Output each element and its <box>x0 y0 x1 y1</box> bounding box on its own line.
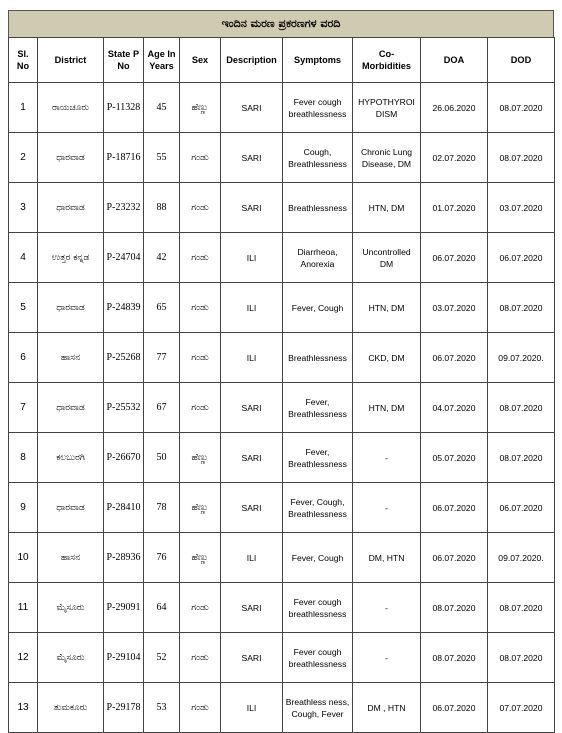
cell-dod: 08.07.2020 <box>488 133 555 183</box>
cell-doa: 06.07.2020 <box>421 533 488 583</box>
cell-district: ಧಾರವಾಡ <box>38 183 104 233</box>
cell-doa: 06.07.2020 <box>421 233 488 283</box>
cell-comorb: Uncontrolled DM <box>353 233 421 283</box>
cell-doa: 01.07.2020 <box>421 183 488 233</box>
cell-pno: P-28410 <box>104 483 144 533</box>
cell-doa: 03.07.2020 <box>421 283 488 333</box>
cell-desc: ILI <box>221 333 283 383</box>
cell-sl: 5 <box>9 283 38 333</box>
header-sl-no: Sl. No <box>9 38 38 83</box>
cell-district: ರಾಯಚೂರು <box>38 83 104 133</box>
cell-pno: P-11328 <box>104 83 144 133</box>
table-row <box>9 683 555 733</box>
death-cases-table <box>8 37 555 733</box>
cell-doa: 08.07.2020 <box>421 633 488 683</box>
cell-sex: ಗಂಡು <box>180 633 221 683</box>
cell-sl: 7 <box>9 383 38 433</box>
cell-sex: ಹೆಣ್ಣು <box>180 483 221 533</box>
cell-sl: 12 <box>9 633 38 683</box>
cell-comorb: DM, HTN <box>353 533 421 583</box>
cell-symptoms: Diarrheoa, Anorexia <box>283 233 353 283</box>
cell-sex: ಗಂಡು <box>180 183 221 233</box>
cell-sex: ಗಂಡು <box>180 133 221 183</box>
cell-desc: SARI <box>221 433 283 483</box>
cell-symptoms: Fever, Cough, Breathlessness <box>283 483 353 533</box>
cell-district: ಉತ್ತರ ಕನ್ನಡ <box>38 233 104 283</box>
cell-desc: SARI <box>221 383 283 433</box>
cell-pno: P-26670 <box>104 433 144 483</box>
cell-desc: ILI <box>221 233 283 283</box>
table-row <box>9 333 555 383</box>
report-sheet <box>8 10 554 733</box>
cell-sl: 2 <box>9 133 38 183</box>
table-row <box>9 83 555 133</box>
cell-symptoms: Fever cough breathlessness <box>283 83 353 133</box>
cell-sex: ಗಂಡು <box>180 583 221 633</box>
table-row <box>9 483 555 533</box>
cell-district: ಮೈಸೂರು <box>38 633 104 683</box>
cell-doa: 08.07.2020 <box>421 583 488 633</box>
cell-comorb: DM , HTN <box>353 683 421 733</box>
cell-desc: ILI <box>221 533 283 583</box>
cell-sex: ಗಂಡು <box>180 283 221 333</box>
cell-comorb: HTN, DM <box>353 183 421 233</box>
cell-desc: ILI <box>221 683 283 733</box>
cell-district: ಕಲಬುರಗಿ <box>38 433 104 483</box>
cell-pno: P-29091 <box>104 583 144 633</box>
cell-age: 77 <box>144 333 180 383</box>
cell-age: 76 <box>144 533 180 583</box>
cell-comorb: HTN, DM <box>353 283 421 333</box>
cell-dod: 06.07.2020 <box>488 483 555 533</box>
cell-sex: ಹೆಣ್ಣು <box>180 83 221 133</box>
cell-pno: P-28936 <box>104 533 144 583</box>
cell-desc: SARI <box>221 183 283 233</box>
cell-doa: 05.07.2020 <box>421 433 488 483</box>
cell-comorb: - <box>353 483 421 533</box>
cell-dod: 08.07.2020 <box>488 633 555 683</box>
table-row <box>9 633 555 683</box>
cell-age: 64 <box>144 583 180 633</box>
cell-sl: 6 <box>9 333 38 383</box>
cell-sl: 4 <box>9 233 38 283</box>
cell-desc: SARI <box>221 133 283 183</box>
cell-comorb: - <box>353 633 421 683</box>
cell-sl: 8 <box>9 433 38 483</box>
cell-sex: ಗಂಡು <box>180 233 221 283</box>
cell-age: 50 <box>144 433 180 483</box>
cell-age: 78 <box>144 483 180 533</box>
header-district: District <box>38 38 104 83</box>
cell-pno: P-23232 <box>104 183 144 233</box>
cell-sl: 13 <box>9 683 38 733</box>
header-co-morbidities: Co-Morbidities <box>353 38 421 83</box>
cell-doa: 26.06.2020 <box>421 83 488 133</box>
cell-age: 42 <box>144 233 180 283</box>
table-row <box>9 183 555 233</box>
table-row <box>9 233 555 283</box>
cell-dod: 08.07.2020 <box>488 583 555 633</box>
cell-sex: ಗಂಡು <box>180 333 221 383</box>
table-row <box>9 283 555 333</box>
cell-sex: ಹೆಣ್ಣು <box>180 533 221 583</box>
header-age: Age In Years <box>144 38 180 83</box>
header-dod: DOD <box>488 38 555 83</box>
cell-desc: ILI <box>221 283 283 333</box>
cell-doa: 06.07.2020 <box>421 483 488 533</box>
cell-pno: P-25268 <box>104 333 144 383</box>
cell-age: 45 <box>144 83 180 133</box>
cell-comorb: Chronic Lung Disease, DM <box>353 133 421 183</box>
cell-sex: ಹೆಣ್ಣು <box>180 433 221 483</box>
cell-dod: 09.07.2020. <box>488 333 555 383</box>
header-sex: Sex <box>180 38 221 83</box>
cell-symptoms: Fever, Cough <box>283 283 353 333</box>
cell-pno: P-29104 <box>104 633 144 683</box>
cell-age: 65 <box>144 283 180 333</box>
header-symptoms: Symptoms <box>283 38 353 83</box>
cell-sex: ಗಂಡು <box>180 383 221 433</box>
cell-symptoms: Breathlessness <box>283 333 353 383</box>
cell-sl: 11 <box>9 583 38 633</box>
cell-symptoms: Cough, Breathlessness <box>283 133 353 183</box>
cell-district: ಧಾರವಾಡ <box>38 133 104 183</box>
cell-age: 67 <box>144 383 180 433</box>
cell-district: ಧಾರವಾಡ <box>38 483 104 533</box>
header-state-p-no: State P No <box>104 38 144 83</box>
cell-sl: 3 <box>9 183 38 233</box>
cell-symptoms: Fever cough breathlessness <box>283 633 353 683</box>
cell-sex: ಗಂಡು <box>180 683 221 733</box>
report-title: ಇಂದಿನ ಮರಣ ಪ್ರಕರಣಗಳ ವರದಿ <box>8 10 554 37</box>
cell-symptoms: Fever, Cough <box>283 533 353 583</box>
cell-sl: 1 <box>9 83 38 133</box>
cell-doa: 02.07.2020 <box>421 133 488 183</box>
cell-dod: 08.07.2020 <box>488 283 555 333</box>
cell-pno: P-29178 <box>104 683 144 733</box>
cell-desc: SARI <box>221 483 283 533</box>
cell-pno: P-24704 <box>104 233 144 283</box>
table-header-row <box>9 38 555 83</box>
table-row <box>9 433 555 483</box>
header-description: Description <box>221 38 283 83</box>
cell-dod: 09.07.2020. <box>488 533 555 583</box>
cell-sl: 9 <box>9 483 38 533</box>
cell-district: ಧಾರವಾಡ <box>38 383 104 433</box>
cell-comorb: HTN, DM <box>353 383 421 433</box>
cell-district: ಹಾಸನ <box>38 533 104 583</box>
table-body <box>9 83 555 733</box>
cell-district: ತುಮಕೂರು <box>38 683 104 733</box>
table-row <box>9 133 555 183</box>
cell-sl: 10 <box>9 533 38 583</box>
cell-age: 55 <box>144 133 180 183</box>
cell-pno: P-24839 <box>104 283 144 333</box>
cell-dod: 07.07.2020 <box>488 683 555 733</box>
cell-doa: 06.07.2020 <box>421 683 488 733</box>
cell-age: 88 <box>144 183 180 233</box>
cell-comorb: - <box>353 583 421 633</box>
table-row <box>9 383 555 433</box>
cell-pno: P-18716 <box>104 133 144 183</box>
cell-dod: 08.07.2020 <box>488 83 555 133</box>
cell-age: 52 <box>144 633 180 683</box>
cell-dod: 06.07.2020 <box>488 233 555 283</box>
cell-dod: 08.07.2020 <box>488 433 555 483</box>
cell-comorb: - <box>353 433 421 483</box>
cell-comorb: HYPOTHYROI DISM <box>353 83 421 133</box>
cell-symptoms: Fever cough breathlessness <box>283 583 353 633</box>
cell-district: ಮೈಸೂರು <box>38 583 104 633</box>
header-doa: DOA <box>421 38 488 83</box>
cell-desc: SARI <box>221 83 283 133</box>
cell-dod: 03.07.2020 <box>488 183 555 233</box>
cell-district: ಧಾರವಾಡ <box>38 283 104 333</box>
cell-doa: 06.07.2020 <box>421 333 488 383</box>
cell-symptoms: Breathless ness, Cough, Fever <box>283 683 353 733</box>
cell-desc: SARI <box>221 583 283 633</box>
cell-comorb: CKD, DM <box>353 333 421 383</box>
table-row <box>9 583 555 633</box>
cell-age: 53 <box>144 683 180 733</box>
cell-symptoms: Breathlessness <box>283 183 353 233</box>
cell-pno: P-25532 <box>104 383 144 433</box>
cell-district: ಹಾಸನ <box>38 333 104 383</box>
cell-symptoms: Fever, Breathlessness <box>283 433 353 483</box>
cell-dod: 08.07.2020 <box>488 383 555 433</box>
cell-doa: 04.07.2020 <box>421 383 488 433</box>
cell-symptoms: Fever, Breathlessness <box>283 383 353 433</box>
cell-desc: SARI <box>221 633 283 683</box>
table-row <box>9 533 555 583</box>
